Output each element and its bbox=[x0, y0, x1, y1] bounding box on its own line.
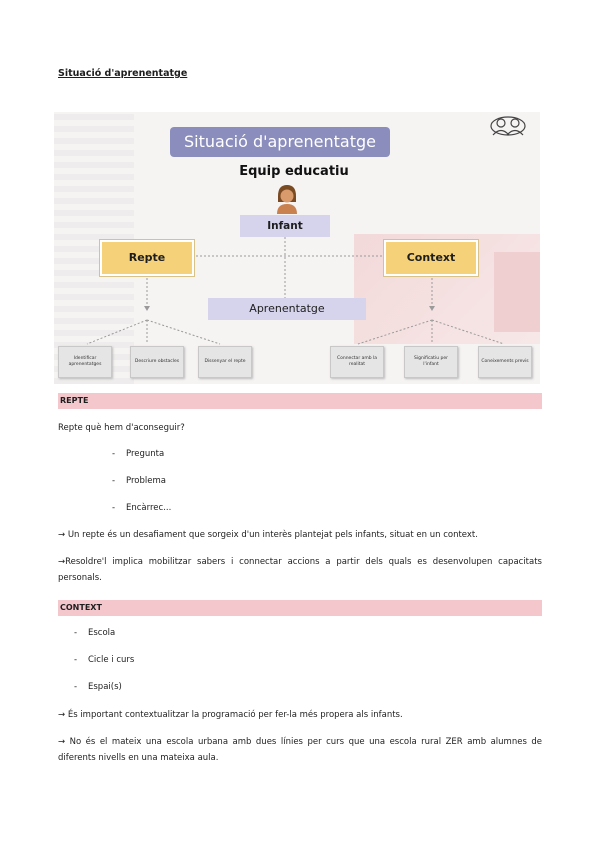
diagram-subtitle: Equip educatiu bbox=[239, 164, 349, 179]
list-item: - Escola bbox=[74, 628, 116, 638]
learning-situation-diagram bbox=[54, 112, 540, 384]
context-paragraph-1: → És important contextualitzar la programació per fer-la més propera als infants. bbox=[58, 710, 403, 720]
child-avatar-icon bbox=[274, 184, 300, 214]
leaf-node: Significatiu per l'infant bbox=[404, 346, 458, 378]
page-heading: Situació d'aprenentatge bbox=[58, 68, 188, 79]
list-item-label: Espai(s) bbox=[88, 682, 122, 692]
list-item: - Cicle i curs bbox=[74, 655, 135, 665]
list-item-label: Pregunta bbox=[126, 449, 165, 459]
leaf-node: Identificar aprenentatges bbox=[58, 346, 112, 378]
list-item: - Espai(s) bbox=[74, 682, 122, 692]
list-item-label: Escola bbox=[88, 628, 116, 638]
aprenentatge-node: Aprenentatge bbox=[208, 298, 366, 320]
list-item-label: Encàrrec... bbox=[126, 503, 172, 513]
repte-paragraph-1: → Un repte és un desafiament que sorgeix d'un interès plantejat pels infants, situat en un context. bbox=[58, 530, 478, 540]
context-node: Context bbox=[384, 240, 478, 276]
context-section-header: CONTEXT bbox=[58, 600, 542, 616]
team-icon bbox=[490, 115, 526, 137]
diagram-title: Situació d'aprenentatge bbox=[170, 127, 390, 157]
context-paragraph-2: → No és el mateix una escola urbana amb dues línies per curs que una escola rural ZER amb alumnes de diferents nivells en una mateixa aula. bbox=[58, 737, 542, 763]
leaf-node: Descriure obstacles bbox=[130, 346, 184, 378]
leaf-node: Connectar amb la realitat bbox=[330, 346, 384, 378]
list-item-label: Problema bbox=[126, 476, 166, 486]
leaf-node: Dissenyar el repte bbox=[198, 346, 252, 378]
list-item: - Encàrrec... bbox=[112, 503, 172, 513]
list-item: - Problema bbox=[112, 476, 166, 486]
repte-question: Repte què hem d'aconseguir? bbox=[58, 423, 185, 433]
repte-section-header: REPTE bbox=[58, 393, 542, 409]
infant-node: Infant bbox=[240, 215, 330, 237]
repte-paragraph-2: →Resoldre'l implica mobilitzar sabers i connectar accions a partir dels quals es desenvolupen capacitats personals. bbox=[58, 557, 542, 583]
leaf-node: Coneixements previs bbox=[478, 346, 532, 378]
list-item-label: Cicle i curs bbox=[88, 655, 135, 665]
list-item: - Pregunta bbox=[112, 449, 165, 459]
repte-node: Repte bbox=[100, 240, 194, 276]
